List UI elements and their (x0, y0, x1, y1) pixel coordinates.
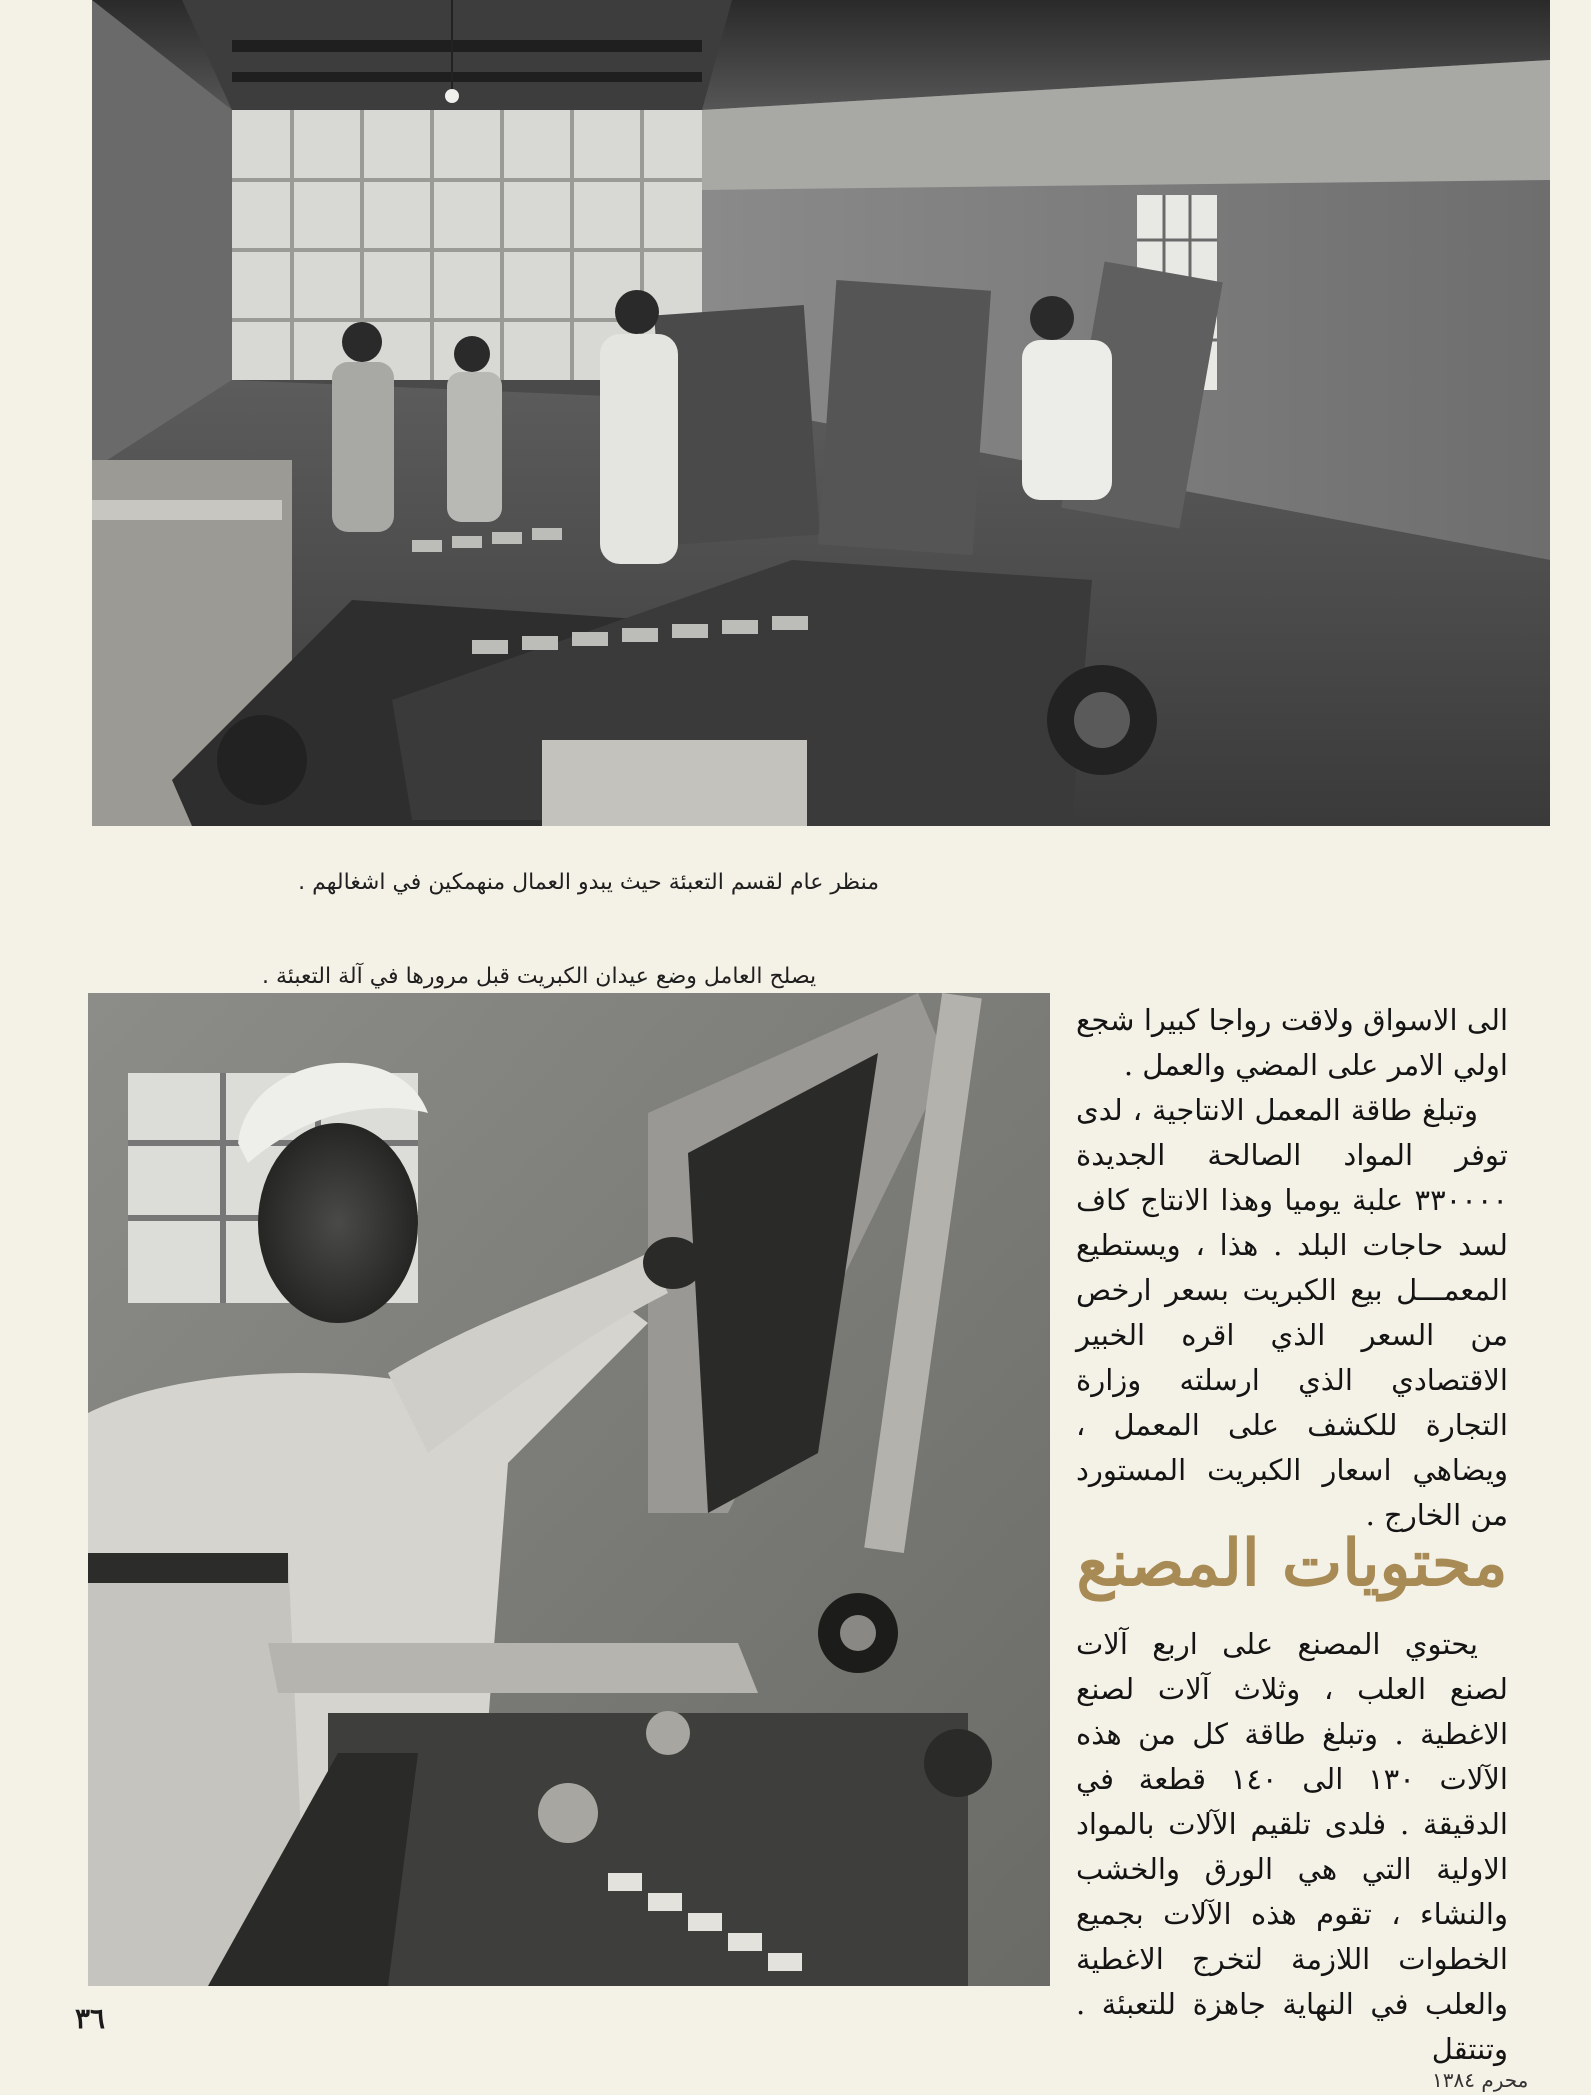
footer-date: محرم ١٣٨٤ (1432, 2068, 1529, 2092)
article-paragraph-2: وتبلغ طاقة المعمل الانتاجية ، لدى توفر المواد الصالحة الجديدة ٣٣٠٠٠٠ علبة يوميا وهذا الانتاج كاف لسد حاجات البلد . هذا ، ويستطيع المعمـــل بيع الكبريت بسعر ارخص من السعر الذي اقره الخبير الاقتصادي الذي ارسلته وزارة التجارة للكشف على المعمل ، ويضاهي اسعار الكبريت المستورد من الخارج . (1076, 1093, 1508, 1532)
article-paragraph-1: الى الاسواق ولاقت رواجا كبيرا شجع اولي الامر على المضي والعمل . (1076, 1003, 1508, 1082)
article-paragraph-3: يحتوي المصنع على اربع آلات لصنع العلب ، وثلاث آلات لصنع الاغطية . وتبلغ طاقة كل من هذه الآلات ١٣٠ الى ١٤٠ قطعة في الدقيقة . فلدى تلقيم الآلات بالمواد الاولية التي هي الورق والخشب والنشاء ، تقوم هذه الآلات بجميع الخطوات اللازمة لتخرج الاغطية والعلب في النهاية جاهزة للتعبئة . وتنتقل (1076, 1627, 1508, 2066)
top-photo-caption: منظر عام لقسم التعبئة حيث يبدو العمال منهمكين في اشغالهم . (298, 870, 879, 895)
packing-section-illustration (92, 0, 1550, 826)
bottom-photo-caption: يصلح العامل وضع عيدان الكبريت قبل مرورها في آلة التعبئة . (262, 964, 817, 989)
worker-adjusting-matches-photo (88, 993, 1050, 1986)
article-bottom-column (1076, 1622, 1508, 2072)
section-heading: محتويات المصنع (1076, 1526, 1508, 1601)
packing-section-photo (92, 0, 1550, 826)
worker-illustration (88, 993, 1050, 1986)
page-number: ٣٦ (75, 2002, 106, 2035)
article-top-column (1076, 998, 1508, 1538)
